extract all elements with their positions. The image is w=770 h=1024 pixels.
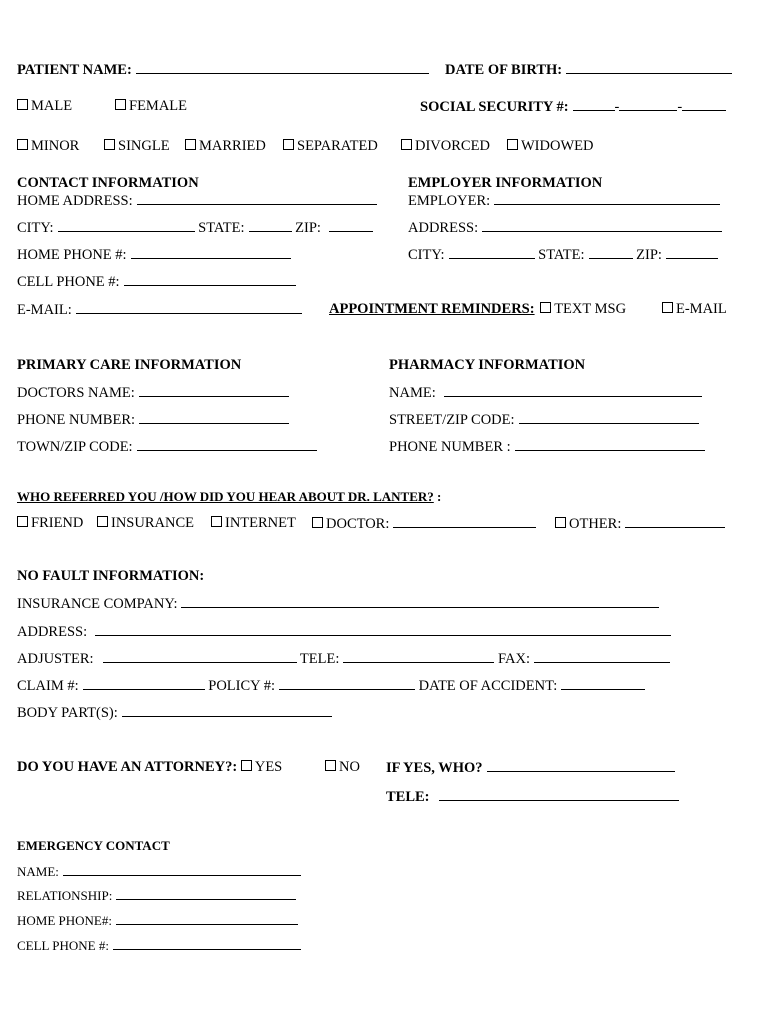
contact-zip-field[interactable]	[329, 220, 373, 232]
contact-state-field[interactable]	[249, 220, 292, 232]
divorced-label: DIVORCED	[415, 138, 490, 154]
employer-heading: EMPLOYER INFORMATION	[408, 175, 603, 191]
single-label: SINGLE	[118, 138, 170, 154]
doctors-name-label: DOCTORS NAME:	[17, 385, 135, 401]
home-phone-label: HOME PHONE #:	[17, 247, 127, 263]
town-zip-field[interactable]	[137, 439, 317, 451]
single-checkbox[interactable]	[104, 139, 115, 150]
reminder-email-option[interactable]	[662, 302, 727, 317]
fax-label: FAX:	[498, 651, 530, 667]
widowed-checkbox[interactable]	[507, 139, 518, 150]
ec-home-phone-field[interactable]	[116, 913, 298, 925]
attorney-tele-row	[386, 789, 679, 805]
pharmacy-name-field[interactable]	[444, 385, 702, 397]
pharmacy-heading: PHARMACY INFORMATION	[389, 357, 586, 373]
dob-field[interactable]	[566, 62, 732, 74]
insurance-checkbox[interactable]	[97, 516, 108, 527]
attorney-who-field[interactable]	[487, 760, 675, 772]
text-msg-label: TEXT MSG	[554, 301, 627, 317]
pc-phone-field[interactable]	[139, 412, 289, 424]
employer-label: EMPLOYER:	[408, 193, 491, 209]
male-label: MALE	[31, 98, 73, 114]
employer-city-field[interactable]	[449, 247, 535, 259]
doctor-checkbox[interactable]	[312, 517, 323, 528]
contact-zip-label: ZIP:	[295, 220, 321, 236]
contact-city-row	[17, 220, 373, 236]
patient-name-field[interactable]	[136, 62, 429, 74]
date-of-accident-field[interactable]	[561, 678, 645, 690]
fax-field[interactable]	[534, 651, 670, 663]
claim-field[interactable]	[83, 678, 205, 690]
cell-phone-field[interactable]	[124, 274, 296, 286]
other-field[interactable]	[625, 516, 725, 528]
ec-cell-phone-row	[17, 938, 301, 952]
ec-name-row	[17, 864, 301, 878]
employer-address-label: ADDRESS:	[408, 220, 479, 236]
attorney-no-checkbox[interactable]	[325, 760, 336, 771]
pharmacy-phone-field[interactable]	[515, 439, 705, 451]
nf-tele-label: TELE:	[299, 651, 340, 667]
employer-state-label: STATE:	[538, 247, 585, 263]
pc-phone-label: PHONE NUMBER:	[17, 412, 136, 428]
contact-city-label: CITY:	[17, 220, 54, 236]
insurance-company-row	[17, 596, 659, 612]
insurance-company-label: INSURANCE COMPANY:	[17, 596, 178, 612]
ec-home-phone-row	[17, 913, 298, 927]
ec-name-field[interactable]	[63, 864, 301, 876]
ec-cell-phone-label: CELL PHONE #:	[17, 938, 109, 953]
employer-row	[408, 193, 720, 209]
insurance-company-field[interactable]	[181, 596, 659, 608]
contact-state-label: STATE:	[198, 220, 245, 236]
employer-address-row	[408, 220, 722, 236]
patient-name-label: PATIENT NAME:	[17, 62, 132, 78]
widowed-option[interactable]	[507, 139, 593, 154]
doctors-name-field[interactable]	[139, 385, 289, 397]
separated-checkbox[interactable]	[283, 139, 294, 150]
single-option[interactable]	[104, 139, 170, 154]
other-label: OTHER:	[569, 516, 622, 532]
insurance-option[interactable]	[97, 516, 194, 531]
home-address-label: HOME ADDRESS:	[17, 193, 133, 209]
contact-city-field[interactable]	[58, 220, 195, 232]
home-address-row	[17, 193, 377, 209]
ec-home-phone-label: HOME PHONE#:	[17, 913, 112, 928]
minor-label: MINOR	[31, 138, 80, 154]
minor-checkbox[interactable]	[17, 139, 28, 150]
employer-city-label: CITY:	[408, 247, 445, 263]
female-label: FEMALE	[129, 98, 187, 114]
ssn-separator: -	[614, 99, 620, 115]
male-option[interactable]	[17, 99, 72, 114]
ec-name-label: NAME:	[17, 864, 59, 879]
ec-relationship-row	[17, 888, 296, 902]
claim-label: CLAIM #:	[17, 678, 79, 694]
body-parts-field[interactable]	[122, 705, 332, 717]
patient-name-row	[17, 62, 429, 78]
other-option	[555, 516, 725, 532]
attorney-row	[17, 760, 282, 775]
attorney-yes-label: YES	[254, 759, 283, 775]
attorney-who-row	[386, 760, 675, 776]
ec-relationship-label: RELATIONSHIP:	[17, 888, 113, 903]
reminder-email-checkbox[interactable]	[662, 302, 673, 313]
female-option[interactable]	[115, 99, 187, 114]
doctors-name-row	[17, 385, 289, 401]
no-fault-heading: NO FAULT INFORMATION:	[17, 568, 205, 584]
married-label: MARRIED	[199, 138, 266, 154]
doctor-field[interactable]	[393, 516, 536, 528]
nf-tele-field[interactable]	[343, 651, 494, 663]
other-checkbox[interactable]	[555, 517, 566, 528]
attorney-no-label: NO	[339, 759, 360, 775]
employer-address-field[interactable]	[482, 220, 722, 232]
referral-heading-suffix: :	[433, 489, 442, 504]
primary-care-heading: PRIMARY CARE INFORMATION	[17, 357, 242, 373]
text-msg-checkbox[interactable]	[540, 302, 551, 313]
pharmacy-phone-row	[389, 439, 705, 455]
claim-row	[17, 678, 645, 694]
attorney-tele-label: TELE:	[386, 789, 430, 805]
ec-cell-phone-field[interactable]	[113, 938, 301, 950]
town-zip-row	[17, 439, 317, 455]
pharmacy-name-label: NAME:	[389, 385, 436, 401]
reminders-row	[329, 302, 626, 317]
ssn-part1-field[interactable]	[573, 99, 615, 111]
attorney-question: DO YOU HAVE AN ATTORNEY?:	[17, 759, 238, 775]
adjuster-label: ADJUSTER:	[17, 651, 94, 667]
home-phone-field[interactable]	[131, 247, 291, 259]
referral-heading-row	[17, 490, 441, 503]
policy-field[interactable]	[279, 678, 415, 690]
town-zip-label: TOWN/ZIP CODE:	[17, 439, 133, 455]
minor-option[interactable]	[17, 139, 79, 154]
ssn-part3-field[interactable]	[682, 99, 726, 111]
body-parts-label: BODY PART(S):	[17, 705, 118, 721]
doctor-option	[312, 516, 536, 532]
attorney-tele-field[interactable]	[439, 789, 679, 801]
widowed-label: WIDOWED	[521, 138, 594, 154]
doctor-label: DOCTOR:	[326, 516, 390, 532]
ssn-separator: -	[677, 99, 683, 115]
adjuster-row	[17, 651, 670, 667]
male-checkbox[interactable]	[17, 99, 28, 110]
insurance-label: INSURANCE	[111, 515, 194, 531]
reminder-email-label: E-MAIL	[676, 301, 727, 317]
attorney-yes-checkbox[interactable]	[241, 760, 252, 771]
ssn-row	[420, 99, 726, 115]
employer-zip-field[interactable]	[666, 247, 718, 259]
email-field[interactable]	[76, 302, 302, 314]
pharmacy-name-row	[389, 385, 702, 401]
employer-city-row	[408, 247, 718, 263]
divorced-option[interactable]	[401, 139, 490, 154]
dob-label: DATE OF BIRTH:	[445, 62, 563, 78]
adjuster-field[interactable]	[103, 651, 297, 663]
employer-zip-label: ZIP:	[636, 247, 662, 263]
street-zip-label: STREET/ZIP CODE:	[389, 412, 515, 428]
friend-option[interactable]	[17, 516, 83, 531]
female-checkbox[interactable]	[115, 99, 126, 110]
street-zip-field[interactable]	[519, 412, 699, 424]
ssn-label: SOCIAL SECURITY #:	[420, 99, 569, 115]
referral-heading: WHO REFERRED YOU /HOW DID YOU HEAR ABOUT DR. LANTER?	[17, 489, 434, 504]
separated-option[interactable]	[283, 139, 378, 154]
attorney-no-option[interactable]	[325, 760, 360, 775]
married-checkbox[interactable]	[185, 139, 196, 150]
employer-state-field[interactable]	[589, 247, 633, 259]
married-option[interactable]	[185, 139, 266, 154]
email-row	[17, 302, 302, 318]
separated-label: SEPARATED	[297, 138, 378, 154]
divorced-checkbox[interactable]	[401, 139, 412, 150]
internet-option[interactable]	[211, 516, 296, 531]
home-phone-row	[17, 247, 291, 263]
nf-address-label: ADDRESS:	[17, 624, 88, 640]
cell-phone-row	[17, 274, 296, 290]
street-zip-row	[389, 412, 699, 428]
employer-field[interactable]	[494, 193, 720, 205]
home-address-field[interactable]	[137, 193, 377, 205]
dob-row	[445, 62, 732, 78]
ssn-part2-field[interactable]	[619, 99, 677, 111]
nf-address-field[interactable]	[95, 624, 671, 636]
emergency-heading: EMERGENCY CONTACT	[17, 838, 170, 853]
pharmacy-phone-label: PHONE NUMBER :	[389, 439, 511, 455]
policy-label: POLICY #:	[208, 678, 275, 694]
contact-heading: CONTACT INFORMATION	[17, 175, 199, 191]
ec-relationship-field[interactable]	[116, 888, 296, 900]
cell-phone-label: CELL PHONE #:	[17, 274, 120, 290]
reminders-label: APPOINTMENT REMINDERS:	[329, 301, 535, 317]
attorney-who-label: IF YES, WHO?	[386, 760, 483, 776]
friend-checkbox[interactable]	[17, 516, 28, 527]
pc-phone-row	[17, 412, 289, 428]
internet-label: INTERNET	[225, 515, 296, 531]
friend-label: FRIEND	[31, 515, 84, 531]
internet-checkbox[interactable]	[211, 516, 222, 527]
email-label: E-MAIL:	[17, 302, 72, 318]
date-of-accident-label: DATE OF ACCIDENT:	[418, 678, 558, 694]
nf-address-row	[17, 624, 671, 640]
body-parts-row	[17, 705, 332, 721]
